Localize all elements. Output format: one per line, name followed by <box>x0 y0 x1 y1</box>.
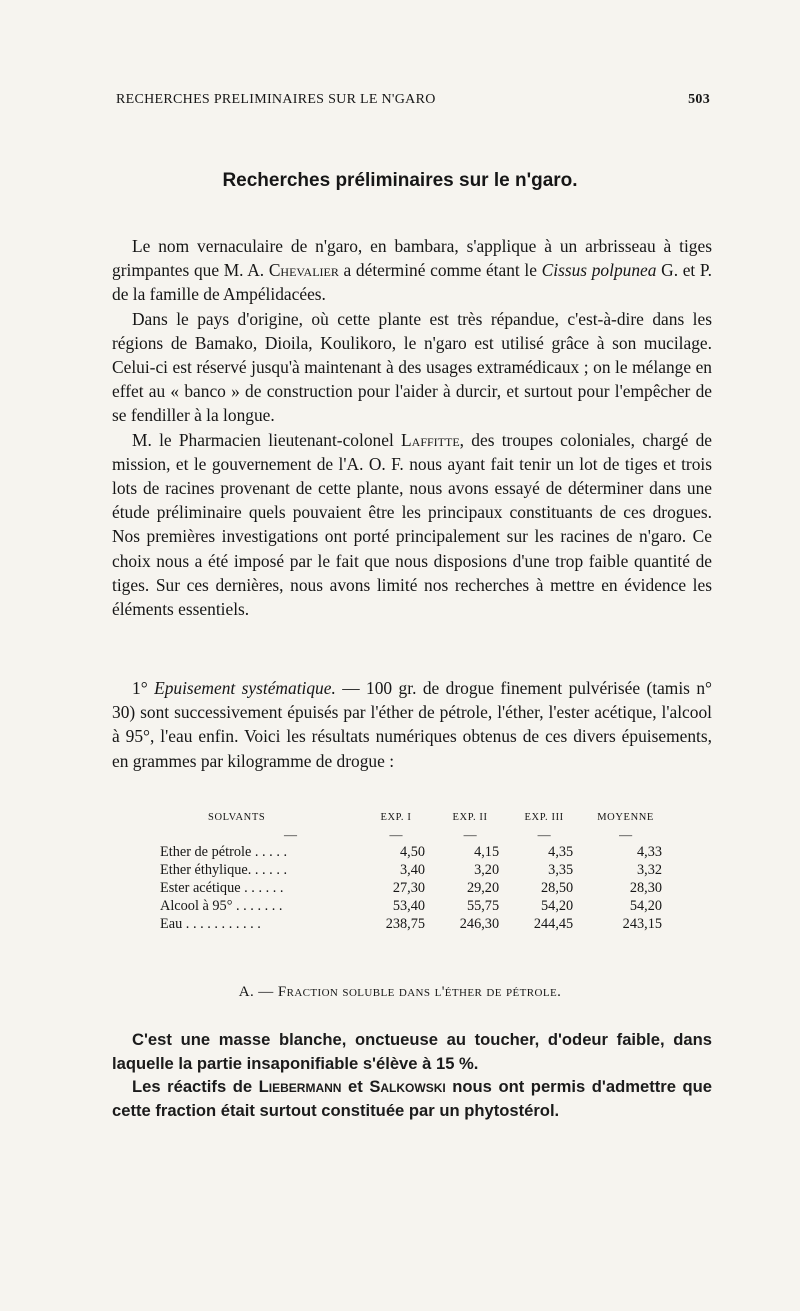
paragraph <box>112 307 712 428</box>
value-cell: 53,40 <box>392 898 426 914</box>
solvent-cell: Alcool à 95° . . . . . . . <box>160 898 283 914</box>
dash: — <box>463 827 477 842</box>
solvent-cell: Ether de pétrole . . . . . <box>160 844 288 860</box>
value-cell: 3,35 <box>548 862 574 878</box>
fraction-section <box>112 1028 712 1122</box>
text-run: et <box>341 1077 370 1097</box>
text-run: , des troupes coloniales, chargé de mission, et le gouvernement de l'A. O. F. nous ayant fait tenir un lot de tiges et trois lots de racines provenant de cette plante, nous avons essayé de déterminer dans une étude préliminaire quels pouvaient être les principaux constituants de ces drogues. Nos premières investigations ont porté principalement sur les racines de n'garo. Ce choix nous a été imposé par le fait que nous disposions d'une trop faible quantité de tiges. Sur ces dernières, nous avons limité nos recherches à mettre en évidence les éléments essentiels. <box>112 429 712 620</box>
page-number: 503 <box>688 92 710 107</box>
section-heading <box>0 984 800 1001</box>
proper-name: Chevalier <box>268 260 339 281</box>
table-dash-row <box>160 827 670 843</box>
dash: — <box>537 827 551 842</box>
italic-text: Epuisement systématique. <box>154 678 336 698</box>
table-row <box>160 915 670 933</box>
value-cell: 3,32 <box>636 862 662 878</box>
epuisement-section <box>112 676 712 773</box>
value-cell: 238,75 <box>385 916 426 932</box>
text-run: Le nom vernaculaire de n'garo, en bambara, s'applique à un arbrisseau à tiges grimpantes que M. A. <box>112 236 712 281</box>
proper-name: Salkowski <box>369 1077 446 1097</box>
text-run: — 100 gr. de drogue finement pulvérisée (tamis n° 30) sont successivement épuisés par l'éther de pétrole, l'éther, l'ester acétique, l'alcool à 95°, l'eau enfin. Voici les résultats numériques obtenus de ces divers épuisements, en grammes par kilogramme de drogue : <box>112 678 713 771</box>
value-cell: 29,20 <box>466 880 500 896</box>
text-run: Dans le pays d'origine, où cette plante est très répandue, c'est-à-dire dans les régions de Bamako, Dioila, Koulikoro, le n'garo est utilisé grâce à son mucilage. Celui-ci est réservé jusqu'à maintenant à des usages extramédicaux ; on le mélange en effet au « banco » de construction pour l'aider à durcir, et surtout pour l'empêcher de se fendiller à la longue. <box>112 308 712 426</box>
results-table <box>160 812 670 933</box>
table-row <box>160 897 670 915</box>
text-run: M. le Pharmacien lieutenant-colonel <box>132 429 402 450</box>
column-header: EXP. II <box>452 812 488 823</box>
running-head-title: RECHERCHES PRELIMINAIRES SUR LE N'GARO <box>116 92 436 107</box>
proper-name: Liebermann <box>258 1077 342 1097</box>
value-cell: 4,15 <box>474 844 500 860</box>
table-header-row <box>160 812 670 827</box>
text-run: G. et P. de la famille de Ampélidacées. <box>112 260 713 305</box>
value-cell: 4,33 <box>636 844 662 860</box>
dash: — <box>389 827 403 842</box>
paragraph <box>112 1028 712 1075</box>
value-cell: 28,30 <box>629 880 662 896</box>
column-header: MOYENNE <box>597 812 654 823</box>
intro-section <box>112 234 712 621</box>
value-cell: 246,30 <box>459 916 500 932</box>
paragraph <box>112 1075 712 1122</box>
text-run: a déterminé comme étant le <box>338 260 542 281</box>
table-row <box>160 879 670 897</box>
value-cell: 4,35 <box>548 844 574 860</box>
proper-name: Fraction soluble dans l'éther de pétrole. <box>277 984 562 1000</box>
table-row <box>160 843 670 861</box>
value-cell: 55,75 <box>466 898 500 914</box>
article-title: Recherches préliminaires sur le n'garo. <box>222 170 578 191</box>
paragraph <box>112 428 712 622</box>
solvent-cell: Eau . . . . . . . . . . . <box>160 916 261 932</box>
text-run: Les réactifs de <box>132 1077 259 1097</box>
column-header: EXP. III <box>524 812 564 823</box>
text-run: 1° <box>132 678 155 698</box>
solvent-cell: Ether éthylique. . . . . . <box>160 862 288 878</box>
text-run: nous ont permis d'admettre que cette fraction était surtout constituée par un phytostérol. <box>112 1077 712 1120</box>
text-run: A. — <box>238 984 278 1000</box>
solvent-cell: Ester acétique . . . . . . <box>160 880 284 896</box>
value-cell: 3,40 <box>399 862 426 878</box>
table-row <box>160 861 670 879</box>
value-cell: 54,20 <box>629 898 662 914</box>
dash: — <box>619 827 633 842</box>
value-cell: 244,45 <box>533 916 574 932</box>
column-header: EXP. I <box>380 812 412 823</box>
paragraph <box>112 676 712 773</box>
italic-text: Cissus polpunea <box>541 260 657 281</box>
text-run: C'est une masse blanche, onctueuse au toucher, d'odeur faible, dans laquelle la partie insaponifiable s'élève à 15 %. <box>112 1030 712 1073</box>
value-cell: 4,50 <box>399 844 426 860</box>
proper-name: Laffitte <box>401 429 460 450</box>
dash: — <box>283 827 297 842</box>
value-cell: 28,50 <box>541 880 574 896</box>
value-cell: 3,20 <box>474 862 500 878</box>
column-header: SOLVANTS <box>208 812 266 823</box>
value-cell: 54,20 <box>541 898 574 914</box>
value-cell: 243,15 <box>622 916 662 932</box>
value-cell: 27,30 <box>392 880 426 896</box>
paragraph <box>112 234 712 307</box>
